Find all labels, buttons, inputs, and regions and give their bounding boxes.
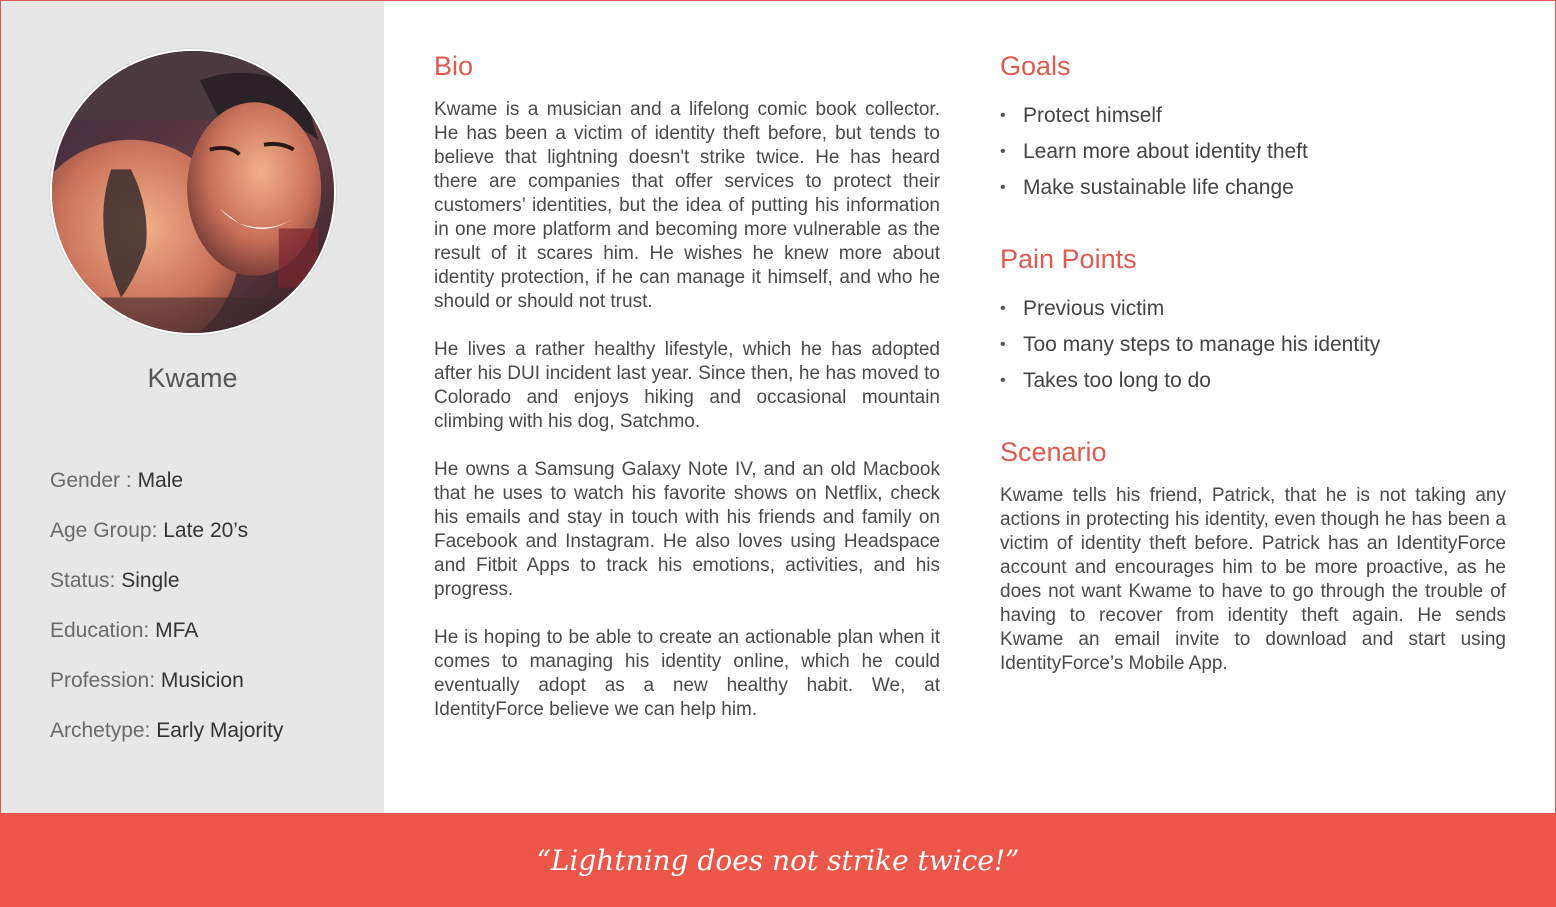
- bullet-icon: •: [1000, 336, 1006, 353]
- profile-sidebar: [1, 1, 384, 813]
- bio-paragraph: He is hoping to be able to create an actionable plan when it comes to managing his identity online, which he could eventually adopt as a new healthy habit. We, at IdentityForce believe we can help him.: [434, 627, 940, 720]
- attribute-age-group: [50, 516, 283, 566]
- persona-quote: “Lightning does not strike twice!”: [536, 843, 1020, 877]
- bio-section: [434, 48, 940, 746]
- avatar-photo-illustration: [52, 51, 334, 333]
- attribute-value: MFA: [155, 619, 199, 642]
- attribute-label: Profession:: [50, 669, 161, 692]
- pain-points-list: [1000, 291, 1506, 399]
- bio-paragraph: He owns a Samsung Galaxy Note IV, and an old Macbook that he uses to watch his favorite shows on Netflix, check his emails and stay in touch with his friends and family on Facebook and Instagram. He also loves using Headspace and Fitbit Apps to track his emotions, activities, and his progress.: [434, 459, 940, 600]
- list-item: [1000, 363, 1506, 399]
- list-item: [1000, 327, 1506, 363]
- attribute-value: Early Majority: [156, 719, 284, 742]
- attribute-label: Status:: [50, 569, 122, 592]
- bullet-icon: •: [1000, 143, 1006, 160]
- pain-points-heading: Pain Points: [1000, 244, 1137, 274]
- attribute-label: Gender :: [50, 469, 138, 492]
- list-item: [1000, 170, 1506, 206]
- attribute-archetype: [50, 716, 283, 766]
- attribute-value: Late 20’s: [163, 519, 249, 542]
- scenario-heading: Scenario: [1000, 437, 1107, 467]
- pain-point-text: Previous victim: [1023, 297, 1165, 320]
- bullet-icon: •: [1000, 107, 1006, 124]
- goal-text: Learn more about identity theft: [1023, 140, 1308, 163]
- bio-heading: Bio: [434, 51, 474, 81]
- attribute-status: [50, 566, 283, 616]
- list-item: [1000, 291, 1506, 327]
- right-column: [1000, 48, 1506, 700]
- bullet-icon: •: [1000, 300, 1006, 317]
- goal-text: Protect himself: [1023, 104, 1162, 127]
- pain-point-text: Too many steps to manage his identity: [1023, 333, 1381, 356]
- list-item: [1000, 134, 1506, 170]
- attribute-label: Archetype:: [50, 719, 157, 742]
- bio-paragraph: He lives a rather healthy lifestyle, which he has adopted after his DUI incident last year. Since then, he has moved to Colorado and enjoys hiking and occasional mountain climbing with his dog, Satchmo.: [434, 339, 940, 432]
- attribute-label: Age Group:: [50, 519, 164, 542]
- attribute-value: Musicion: [160, 669, 244, 692]
- attribute-value: Male: [137, 469, 184, 492]
- avatar: [50, 49, 336, 335]
- attribute-label: Education:: [50, 619, 156, 642]
- goals-heading: Goals: [1000, 51, 1071, 81]
- attribute-value: Single: [121, 569, 180, 592]
- attribute-gender: [50, 466, 283, 516]
- attribute-education: [50, 616, 283, 666]
- bullet-icon: •: [1000, 372, 1006, 389]
- goals-list: [1000, 98, 1506, 206]
- pain-point-text: Takes too long to do: [1023, 369, 1211, 392]
- attribute-profession: [50, 666, 283, 716]
- list-item: [1000, 98, 1506, 134]
- goal-text: Make sustainable life change: [1023, 176, 1294, 199]
- bullet-icon: •: [1000, 179, 1006, 196]
- bio-paragraph: Kwame is a musician and a lifelong comic book collector. He has been a victim of identity theft before, but tends to believe that lightning doesn't strike twice. He has heard there are companies that offer services to protect their customers’ identities, but the idea of putting his information in one more platform and becoming more vulnerable as the result of it scares him. He wishes he knew more about identity protection, if he can manage it himself, and who he should or should not trust.: [434, 99, 940, 312]
- persona-name: Kwame: [147, 363, 238, 393]
- attribute-list: [50, 466, 283, 766]
- quote-banner: [0, 813, 1556, 907]
- scenario-text: Kwame tells his friend, Patrick, that he is not taking any actions in protecting his identity, even though he has been a victim of identity theft before. Patrick has an IdentityForce account and encourages him to be more proactive, as he does not want Kwame to have to go through the trouble of having to recover from identity theft again. He sends Kwame an email invite to download and start using IdentityForce’s Mobile App.: [1000, 485, 1506, 674]
